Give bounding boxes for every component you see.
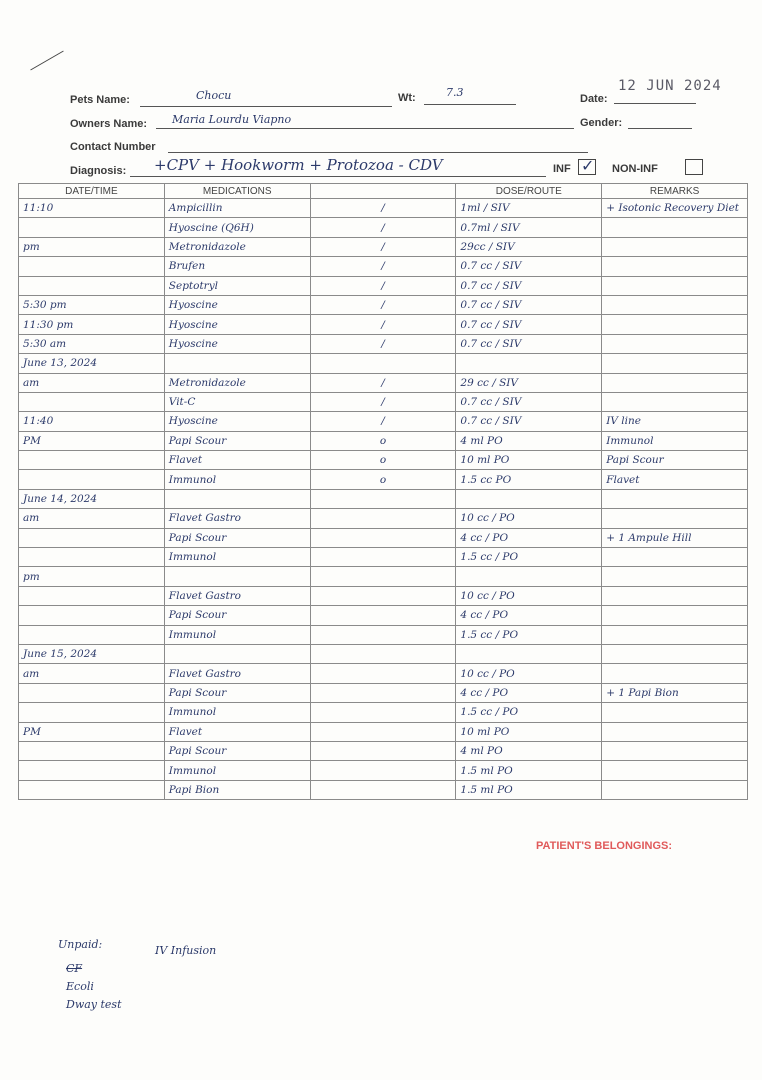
dose-route-cell: 4 ml PO xyxy=(456,431,602,450)
table-row xyxy=(19,780,748,799)
check-cell xyxy=(310,354,456,373)
dose-route-cell: 0.7ml / SIV xyxy=(456,218,602,237)
inf-check-mark: ✓ xyxy=(581,156,595,175)
remarks-cell xyxy=(602,295,748,314)
gender-line xyxy=(628,128,692,129)
noninf-checkbox[interactable] xyxy=(685,159,703,175)
medication-cell xyxy=(164,567,310,586)
check-cell xyxy=(310,528,456,547)
medication-cell: Immunol xyxy=(164,761,310,780)
date-time-cell: am xyxy=(19,664,165,683)
header-dose-route: DOSE/ROUTE xyxy=(456,184,602,199)
header-medications: MEDICATIONS xyxy=(164,184,310,199)
medication-cell xyxy=(164,644,310,663)
table-row xyxy=(19,489,748,508)
remarks-cell xyxy=(602,334,748,353)
dose-route-cell: 10 ml PO xyxy=(456,722,602,741)
dose-route-cell: 10 cc / PO xyxy=(456,664,602,683)
check-cell: / xyxy=(310,334,456,353)
date-time-cell xyxy=(19,683,165,702)
medication-cell: Hyoscine xyxy=(164,315,310,334)
check-cell xyxy=(310,548,456,567)
remarks-cell xyxy=(602,237,748,256)
check-cell xyxy=(310,586,456,605)
check-cell xyxy=(310,625,456,644)
date-time-cell: June 15, 2024 xyxy=(19,644,165,663)
owners-name-line xyxy=(156,128,574,129)
date-time-cell: 5:30 pm xyxy=(19,295,165,314)
medication-cell: Papi Scour xyxy=(164,528,310,547)
dose-route-cell: 1.5 cc / PO xyxy=(456,548,602,567)
dose-route-cell: 0.7 cc / SIV xyxy=(456,315,602,334)
remarks-cell xyxy=(602,257,748,276)
dose-route-cell: 1.5 cc / PO xyxy=(456,703,602,722)
remarks-cell xyxy=(602,586,748,605)
medication-cell: Papi Scour xyxy=(164,606,310,625)
wt-line xyxy=(424,104,516,105)
date-time-cell xyxy=(19,586,165,605)
table-row xyxy=(19,741,748,760)
table-row xyxy=(19,199,748,218)
table-row xyxy=(19,586,748,605)
date-time-cell: 11:10 xyxy=(19,199,165,218)
table-row xyxy=(19,722,748,741)
table-row xyxy=(19,664,748,683)
footer-note: IV Infusion xyxy=(155,944,217,957)
unpaid-item-1: CF xyxy=(66,962,83,975)
date-time-cell: 11:30 pm xyxy=(19,315,165,334)
dose-route-cell xyxy=(456,354,602,373)
remarks-cell xyxy=(602,703,748,722)
date-time-cell: 5:30 am xyxy=(19,334,165,353)
table-row xyxy=(19,354,748,373)
dose-route-cell: 4 cc / PO xyxy=(456,683,602,702)
table-row xyxy=(19,412,748,431)
owners-name-value: Maria Lourdu Viapno xyxy=(172,113,292,126)
date-time-cell xyxy=(19,625,165,644)
medication-cell: Papi Bion xyxy=(164,780,310,799)
check-cell: / xyxy=(310,295,456,314)
check-cell xyxy=(310,644,456,663)
check-cell: o xyxy=(310,451,456,470)
remarks-cell xyxy=(602,373,748,392)
dose-route-cell: 4 cc / PO xyxy=(456,606,602,625)
date-stamp: 12 JUN 2024 xyxy=(618,78,722,94)
table-row xyxy=(19,567,748,586)
date-time-cell xyxy=(19,392,165,411)
wt-value: 7.3 xyxy=(446,86,464,99)
medication-cell: Hyoscine xyxy=(164,412,310,431)
medication-cell: Metronidazole xyxy=(164,237,310,256)
header-date-time: DATE/TIME xyxy=(19,184,165,199)
table-row xyxy=(19,470,748,489)
pets-name-value: Chocu xyxy=(196,89,232,102)
date-time-cell xyxy=(19,218,165,237)
table-row xyxy=(19,257,748,276)
table-row xyxy=(19,295,748,314)
medication-cell: Hyoscine (Q6H) xyxy=(164,218,310,237)
medication-cell: Flavet Gastro xyxy=(164,664,310,683)
check-cell xyxy=(310,780,456,799)
dose-route-cell: 1.5 ml PO xyxy=(456,780,602,799)
table-row xyxy=(19,218,748,237)
date-line xyxy=(614,103,696,104)
wt-label: Wt: xyxy=(398,92,416,104)
date-time-cell xyxy=(19,451,165,470)
dose-route-cell: 0.7 cc / SIV xyxy=(456,257,602,276)
check-cell: / xyxy=(310,199,456,218)
date-time-cell xyxy=(19,761,165,780)
dose-route-cell xyxy=(456,567,602,586)
date-time-cell xyxy=(19,606,165,625)
check-cell xyxy=(310,722,456,741)
table-row xyxy=(19,315,748,334)
medication-table xyxy=(18,183,748,800)
contact-line xyxy=(168,152,588,153)
table-header-row xyxy=(19,184,748,199)
table-row xyxy=(19,644,748,663)
date-time-cell xyxy=(19,548,165,567)
medication-cell: Immunol xyxy=(164,625,310,644)
medication-cell: Vit-C xyxy=(164,392,310,411)
medication-cell xyxy=(164,354,310,373)
check-cell xyxy=(310,509,456,528)
date-time-cell xyxy=(19,470,165,489)
date-label: Date: xyxy=(580,93,608,105)
remarks-cell xyxy=(602,315,748,334)
dose-route-cell: 10 cc / PO xyxy=(456,509,602,528)
medication-cell: Septotryl xyxy=(164,276,310,295)
medication-cell: Hyoscine xyxy=(164,334,310,353)
medication-cell: Immunol xyxy=(164,470,310,489)
date-time-cell: pm xyxy=(19,567,165,586)
header-check xyxy=(310,184,456,199)
diagnosis-value: +CPV + Hookworm + Protozoa - CDV xyxy=(154,156,443,174)
owners-name-label: Owners Name: xyxy=(70,118,148,130)
pets-name-label: Pets Name: xyxy=(70,94,130,106)
remarks-cell xyxy=(602,354,748,373)
medication-cell: Flavet xyxy=(164,451,310,470)
dose-route-cell: 0.7 cc / SIV xyxy=(456,412,602,431)
unpaid-item-2: Ecoli xyxy=(66,980,94,993)
date-time-cell xyxy=(19,703,165,722)
check-cell: / xyxy=(310,237,456,256)
medication-cell: Hyoscine xyxy=(164,295,310,314)
date-time-cell xyxy=(19,276,165,295)
check-cell: o xyxy=(310,431,456,450)
unpaid-item-3: Dway test xyxy=(66,998,122,1011)
check-cell: / xyxy=(310,315,456,334)
patients-belongings-label: PATIENT'S BELONGINGS: xyxy=(536,840,673,852)
date-time-cell: am xyxy=(19,373,165,392)
table-row xyxy=(19,625,748,644)
medication-cell: Flavet Gastro xyxy=(164,509,310,528)
check-cell: o xyxy=(310,470,456,489)
date-time-cell: am xyxy=(19,509,165,528)
remarks-cell: + Isotonic Recovery Diet xyxy=(602,199,748,218)
table-row xyxy=(19,606,748,625)
table-row xyxy=(19,237,748,256)
dose-route-cell: 0.7 cc / SIV xyxy=(456,334,602,353)
remarks-cell xyxy=(602,741,748,760)
medication-cell: Ampicillin xyxy=(164,199,310,218)
noninf-label: NON-INF xyxy=(612,163,658,175)
date-time-cell: 11:40 xyxy=(19,412,165,431)
dose-route-cell: 1.5 ml PO xyxy=(456,761,602,780)
medication-cell: Papi Scour xyxy=(164,683,310,702)
remarks-cell: Papi Scour xyxy=(602,451,748,470)
check-cell: / xyxy=(310,276,456,295)
remarks-cell: IV line xyxy=(602,412,748,431)
table-row xyxy=(19,528,748,547)
table-row xyxy=(19,373,748,392)
dose-route-cell xyxy=(456,489,602,508)
table-row xyxy=(19,509,748,528)
table-row xyxy=(19,703,748,722)
remarks-cell: + 1 Ampule Hill xyxy=(602,528,748,547)
date-time-cell xyxy=(19,741,165,760)
medication-cell: Brufen xyxy=(164,257,310,276)
remarks-cell xyxy=(602,392,748,411)
check-cell xyxy=(310,606,456,625)
remarks-cell xyxy=(602,780,748,799)
dose-route-cell: 1.5 cc PO xyxy=(456,470,602,489)
dose-route-cell xyxy=(456,644,602,663)
header-remarks: REMARKS xyxy=(602,184,748,199)
medication-cell: Metronidazole xyxy=(164,373,310,392)
remarks-cell xyxy=(602,218,748,237)
date-time-cell: pm xyxy=(19,237,165,256)
medication-cell: Immunol xyxy=(164,548,310,567)
corner-pen-mark xyxy=(30,51,63,71)
remarks-cell xyxy=(602,644,748,663)
remarks-cell xyxy=(602,276,748,295)
dose-route-cell: 1ml / SIV xyxy=(456,199,602,218)
dose-route-cell: 4 ml PO xyxy=(456,741,602,760)
diagnosis-label: Diagnosis: xyxy=(70,165,127,177)
check-cell: / xyxy=(310,257,456,276)
table-row xyxy=(19,451,748,470)
dose-route-cell: 10 cc / PO xyxy=(456,586,602,605)
medication-cell xyxy=(164,489,310,508)
remarks-cell: + 1 Papi Bion xyxy=(602,683,748,702)
remarks-cell xyxy=(602,489,748,508)
check-cell xyxy=(310,703,456,722)
remarks-cell: Immunol xyxy=(602,431,748,450)
check-cell: / xyxy=(310,373,456,392)
remarks-cell xyxy=(602,567,748,586)
check-cell: / xyxy=(310,392,456,411)
remarks-cell xyxy=(602,625,748,644)
check-cell: / xyxy=(310,218,456,237)
remarks-cell: Flavet xyxy=(602,470,748,489)
medication-cell: Flavet Gastro xyxy=(164,586,310,605)
dose-route-cell: 29cc / SIV xyxy=(456,237,602,256)
dose-route-cell: 10 ml PO xyxy=(456,451,602,470)
check-cell xyxy=(310,664,456,683)
date-time-cell: June 13, 2024 xyxy=(19,354,165,373)
check-cell xyxy=(310,683,456,702)
date-time-cell: June 14, 2024 xyxy=(19,489,165,508)
remarks-cell xyxy=(602,606,748,625)
table-row xyxy=(19,334,748,353)
check-cell xyxy=(310,741,456,760)
table-row xyxy=(19,276,748,295)
table-row xyxy=(19,548,748,567)
check-cell xyxy=(310,567,456,586)
check-cell xyxy=(310,489,456,508)
contact-label: Contact Number xyxy=(70,141,156,153)
medication-cell: Flavet xyxy=(164,722,310,741)
date-time-cell xyxy=(19,257,165,276)
remarks-cell xyxy=(602,722,748,741)
medication-cell: Papi Scour xyxy=(164,431,310,450)
remarks-cell xyxy=(602,664,748,683)
table-row xyxy=(19,761,748,780)
remarks-cell xyxy=(602,761,748,780)
remarks-cell xyxy=(602,509,748,528)
gender-label: Gender: xyxy=(580,117,623,129)
inf-label: INF xyxy=(553,163,571,175)
dose-route-cell: 0.7 cc / SIV xyxy=(456,392,602,411)
table-row xyxy=(19,683,748,702)
dose-route-cell: 29 cc / SIV xyxy=(456,373,602,392)
check-cell xyxy=(310,761,456,780)
date-time-cell xyxy=(19,780,165,799)
remarks-cell xyxy=(602,548,748,567)
date-time-cell: PM xyxy=(19,431,165,450)
pets-name-line xyxy=(140,106,392,107)
dose-route-cell: 0.7 cc / SIV xyxy=(456,295,602,314)
table-row xyxy=(19,392,748,411)
dose-route-cell: 0.7 cc / SIV xyxy=(456,276,602,295)
diagnosis-line xyxy=(130,176,546,177)
medication-cell: Papi Scour xyxy=(164,741,310,760)
date-time-cell xyxy=(19,528,165,547)
date-time-cell: PM xyxy=(19,722,165,741)
medication-cell: Immunol xyxy=(164,703,310,722)
unpaid-label: Unpaid: xyxy=(58,938,103,951)
dose-route-cell: 1.5 cc / PO xyxy=(456,625,602,644)
check-cell: / xyxy=(310,412,456,431)
table-row xyxy=(19,431,748,450)
dose-route-cell: 4 cc / PO xyxy=(456,528,602,547)
